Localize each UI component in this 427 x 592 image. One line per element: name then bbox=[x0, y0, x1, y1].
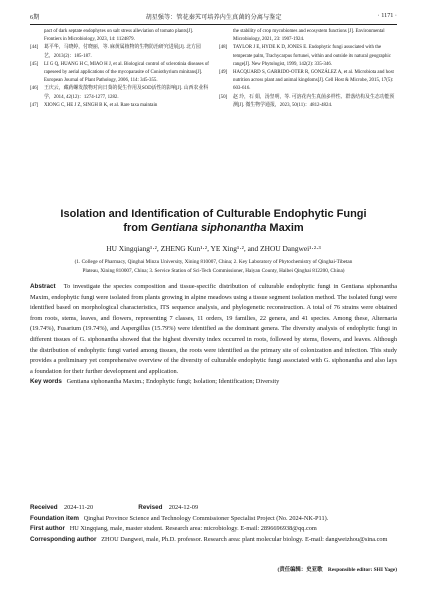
reference-item bbox=[219, 69, 399, 94]
author-list: HU Xingqiang¹·², ZHENG Kun¹·², YE Xing¹·², and ZHOU Dangwei¹·²·³ bbox=[106, 244, 321, 253]
reference-item bbox=[219, 94, 399, 110]
reference-number: [49] bbox=[219, 70, 228, 76]
reference-text: TAYLOR J E, HYDE K D, JONES E. Endophytic fungi associated with the temperate palm, Trachycarpus fortunei, within and outside its natural geographic range[J]. New Phytologist, 1999, 142(2): 335-346. bbox=[233, 45, 391, 67]
revised-label: Revised bbox=[138, 504, 163, 511]
title-prefix: from bbox=[123, 222, 151, 234]
key-words-line bbox=[30, 377, 397, 388]
article-meta bbox=[30, 503, 397, 545]
abstract-text: To investigate the species composition and tissue-specific distribution of culturable endophytic fungi in Gentiana siphonantha Maxim, endophytic fungi were isolated from plants growing in alpine meadows using a tissue segment isolation method. The isolated fungi were identified based on morphological characteristics, ITS sequence analysis, and phylogenetic reconstruction. A total of 76 strains were obtained from roots, stems, leaves, and flowers, representing 7 classes, 11 orders, 19 families, 22 genera, and 41 species. Among these, Alternaria (19.74%), Fusarium (19.74%), and Aspergillus (15.79%) were identified as the dominant genera. The diversity analysis of endophytic fungi in different tissues of G. siphonantha showed that the highest diversity index occurred in roots, followed by stems, flowers, and leaves. Although the distribution of endophytic fungi varied among tissues, the roots were identified as the primary site of colonization and infection. This study provides a preliminary yet comprehensive overview of the diversity of culturable endophytic fungi associated with G. siphonantha and also lays a foundation for their further development and application. bbox=[30, 283, 398, 375]
reference-item bbox=[219, 44, 399, 69]
title-suffix: Maxim bbox=[266, 222, 304, 234]
foundation-line bbox=[30, 514, 397, 525]
affiliations bbox=[30, 258, 397, 276]
abstract bbox=[30, 282, 397, 388]
reference-text: 王庆云，藏药螺发散物对向日葵的促生作用及SOD活性的影响[J]. 山西农业科学，2014, 42(12)：1274-1277, 1282. bbox=[44, 86, 209, 100]
reference-text: HACQUARD S, GARRIDO-OTER R, GONZÁLEZ A, et al. Microbiota and host nutrition across plant and animal kingdoms[J]. Cell Host & Microbe, 2015, 17(5): 603-616. bbox=[233, 70, 394, 92]
key-words-text: Gentiana siphonantha Maxim.; Endophytic fungi; Isolation; Identification; Diversity bbox=[66, 378, 280, 386]
reference-number: [47] bbox=[30, 102, 39, 108]
title-line-1: Isolation and Identification of Culturable Endophytic Fungi bbox=[60, 208, 367, 220]
reference-item bbox=[30, 61, 210, 86]
header-rule bbox=[30, 24, 397, 25]
dates-line bbox=[30, 503, 397, 514]
reference-text: pact of dark septate endophytes on salt stress alleviation of tomato plants[J]. Frontiers in Microbiology, 2023, 14: 1124879. bbox=[44, 29, 194, 43]
reference-number: [48] bbox=[219, 45, 228, 51]
title-species: Gentiana siphonantha bbox=[150, 222, 267, 234]
reference-item bbox=[30, 28, 210, 44]
reference-number: [46] bbox=[30, 86, 39, 92]
reference-text: the stability of crop mycobiomes and ecosystem functions [J]. Environmental Microbiology, 2021, 23: 1907-1924. bbox=[233, 29, 385, 43]
foundation-label: Foundation item bbox=[30, 514, 79, 522]
page-header bbox=[30, 10, 397, 22]
affiliation-line-2: Plateau, Xining 810007, China; 3. Service Station of Sci-Tech Commissioner, Haiyan County, Haibei Qinghai 812200, China) bbox=[82, 268, 345, 274]
page-number: · 1171 · bbox=[377, 12, 397, 19]
reference-text: LI G Q, HUANG H C, MIAO H J, et al. Biological control of sclerotinia diseases of rapeseed by aerial applications of the mycoparasite of Coniothyrium minitans[J]. European Journal of Plant Pathology, 2006, 114: 345-355. bbox=[44, 61, 209, 84]
foundation-text: Qinghai Province Science and Technology Commissioner Specialist Project (No. 2024-NK-P11). bbox=[83, 514, 329, 522]
reference-number: [44] bbox=[30, 45, 39, 51]
editor-note: (责任编辑：史亚歌 Responsible editor: SHI Yage) bbox=[277, 567, 397, 573]
received-label: Received bbox=[30, 504, 58, 511]
reference-text: 葛平华，马晓婷，付晓丽，等. 麻黄属植物的生物防治研究进展[J]. 北方园艺，2013(2)：185-187. bbox=[44, 45, 201, 59]
article-title bbox=[30, 207, 397, 235]
reference-text: XIONG C, HE J Z, SINGH B K, et al. Rare taxa maintain bbox=[44, 102, 158, 108]
reference-item bbox=[30, 85, 210, 101]
issue-number: 6期 bbox=[30, 14, 40, 21]
title-line-2 bbox=[30, 221, 397, 235]
key-words-label: Key words bbox=[30, 378, 62, 386]
first-author-label: First author bbox=[30, 525, 65, 533]
affiliation-line-1: (1. College of Pharmacy, Qinghai Minzu University, Xining 810007, China; 2. Key Laboratory of Phytochemistry of Qinghai-Tibetan bbox=[74, 259, 353, 265]
reference-number: [50] bbox=[219, 94, 228, 100]
corresponding-author-text: ZHOU Dangwei, male, Ph.D. professor. Research area: plant molecular biology. E-mail: dangweizhou@sina.com bbox=[101, 535, 388, 543]
corresponding-author-line bbox=[30, 535, 397, 546]
running-title: 胡星强等：管花秦艽可培养内生真菌的分离与鉴定 bbox=[145, 14, 282, 21]
reference-item bbox=[30, 44, 210, 60]
corresponding-author-label: Corresponding author bbox=[30, 535, 97, 543]
reference-number: [45] bbox=[30, 61, 39, 67]
references-right-column bbox=[219, 28, 399, 110]
revised-date: 2024-12-09 bbox=[168, 504, 199, 511]
first-author-line bbox=[30, 524, 397, 535]
reference-text: 赵 玲，石 娟，汤坚明，等. 可溶花内生真菌多样性、群落结构及生态功能预测[J]. 微生物学通报，2023, 50(11)：4812-4824. bbox=[233, 94, 395, 108]
reference-item bbox=[30, 102, 210, 110]
first-author-text: HU Xingqiang, male, master student. Research area: microbiology. E-mail: 2896696938@qq.com bbox=[69, 525, 317, 533]
reference-item bbox=[219, 28, 399, 44]
references-left-column bbox=[30, 28, 210, 110]
abstract-label: Abstract bbox=[30, 283, 56, 290]
received-date: 2024-11-20 bbox=[63, 504, 94, 511]
